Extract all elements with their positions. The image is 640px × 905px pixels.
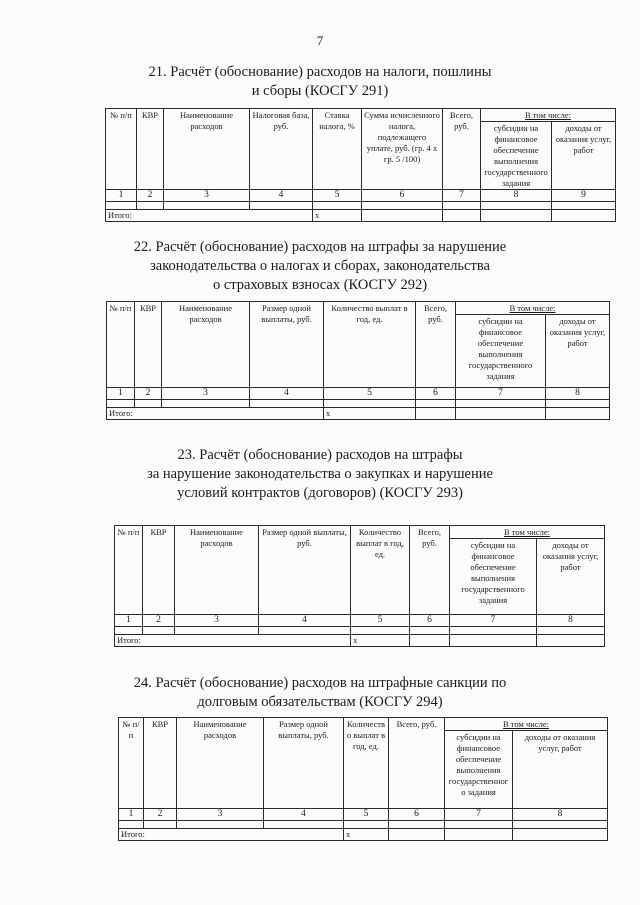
- col-number: 6: [410, 615, 450, 627]
- total-label: Итого:: [115, 635, 351, 647]
- header-income: доходы от оказания услуг, работ: [537, 539, 605, 615]
- col-number: 8: [481, 190, 552, 202]
- title-line: 23. Расчёт (обоснование) расходов на штрафы: [177, 447, 463, 463]
- col-number: 1: [107, 388, 135, 400]
- col-number: 1: [106, 190, 137, 202]
- col-number: 6: [416, 388, 456, 400]
- title-line: и сборы (КОСГУ 291): [251, 83, 389, 99]
- col-number: 2: [144, 809, 177, 821]
- total-row: [115, 635, 605, 647]
- title-line: условий контрактов (договоров) (КОСГУ 293): [177, 485, 463, 501]
- col-number: 4: [250, 388, 324, 400]
- header-num: № п/п: [115, 526, 143, 615]
- col-number: 3: [162, 388, 250, 400]
- header-subsidy: субсидии на финансовое обеспечение выполнения государственного задания: [445, 731, 513, 809]
- table-section-24: [118, 717, 608, 841]
- total-row: [106, 210, 616, 222]
- title-line: 24. Расчёт (обоснование) расходов на штрафные санкции по: [133, 675, 507, 691]
- total-row: [107, 408, 610, 420]
- header-num: № п/п: [107, 302, 135, 388]
- col-number: 3: [175, 615, 259, 627]
- title-line: долговым обязательствам (КОСГУ 294): [197, 694, 443, 710]
- col-number: 7: [450, 615, 537, 627]
- table-section-23: [114, 525, 605, 647]
- title-line: законодательства о налогах и сборах, законодательства: [150, 258, 490, 274]
- col-number: 5: [313, 190, 362, 202]
- header-income: доходы от оказания услуг, работ: [513, 731, 608, 809]
- section-23-title: [0, 446, 640, 503]
- col-number: 7: [443, 190, 481, 202]
- header-subsidy: субсидии на финансовое обеспечение выполнения государственного задания: [450, 539, 537, 615]
- x-mark: х: [344, 829, 389, 841]
- col-number: 8: [546, 388, 610, 400]
- header-name: Наименование расходов: [164, 109, 250, 190]
- col-number: 7: [456, 388, 546, 400]
- header-total: Всего, руб.: [410, 526, 450, 615]
- col-number: 9: [552, 190, 616, 202]
- header-total: Всего, руб.: [443, 109, 481, 190]
- header-income: доходы от оказания услуг, работ: [546, 315, 610, 388]
- table-section-22: [106, 301, 610, 420]
- total-label: Итого:: [119, 829, 344, 841]
- total-label: Итого:: [107, 408, 324, 420]
- col-number: 3: [164, 190, 250, 202]
- col-number: 2: [143, 615, 175, 627]
- total-label: Итого:: [106, 210, 313, 222]
- header-subsidy: субсидии на финансовое обеспечение выполнения государственного задания: [481, 122, 552, 190]
- col-number: 4: [250, 190, 313, 202]
- header-subsidy: субсидии на финансовое обеспечение выполнения государственного задания: [456, 315, 546, 388]
- col-number: 3: [177, 809, 264, 821]
- title-line: 21. Расчёт (обоснование) расходов на налоги, пошлины: [148, 64, 492, 80]
- x-mark: х: [351, 635, 410, 647]
- col-number: 8: [537, 615, 605, 627]
- table-section-21: [105, 108, 616, 222]
- col-number: 8: [513, 809, 608, 821]
- col-number: 6: [362, 190, 443, 202]
- header-num: № п/п: [119, 718, 144, 809]
- col-number: 2: [137, 190, 164, 202]
- header-kvr: КВР: [143, 526, 175, 615]
- header-tax-rate: Ставка налога, %: [313, 109, 362, 190]
- x-mark: х: [324, 408, 416, 420]
- header-kvr: КВР: [144, 718, 177, 809]
- header-kvr: КВР: [135, 302, 162, 388]
- table-row: [119, 821, 608, 829]
- col-number: 4: [259, 615, 351, 627]
- header-income: доходы от оказания услуг, работ: [552, 122, 616, 190]
- header-name: Наименование расходов: [177, 718, 264, 809]
- title-line: о страховых взносах (КОСГУ 292): [212, 277, 428, 293]
- section-21-title: [0, 63, 640, 101]
- header-including: В том числе:: [456, 302, 610, 315]
- header-including: В том числе:: [481, 109, 616, 122]
- header-name: Наименование расходов: [162, 302, 250, 388]
- table-row: [107, 400, 610, 408]
- header-payment-count: Количество выплат в год, ед.: [324, 302, 416, 388]
- header-including: В том числе:: [450, 526, 605, 539]
- col-number: 7: [445, 809, 513, 821]
- section-24-title: [0, 674, 640, 712]
- header-payment-size: Размер одной выплаты, руб.: [259, 526, 351, 615]
- page-number: 7: [316, 33, 324, 48]
- col-number: 1: [119, 809, 144, 821]
- header-total: Всего, руб.: [389, 718, 445, 809]
- header-total: Всего, руб.: [416, 302, 456, 388]
- table-row: [106, 202, 616, 210]
- title-line: 22. Расчёт (обоснование) расходов на штрафы за нарушение: [133, 239, 507, 255]
- col-number: 2: [135, 388, 162, 400]
- header-payment-size: Размер одной выплаты, руб.: [250, 302, 324, 388]
- total-row: [119, 829, 608, 841]
- header-tax-sum: Сумма исчисленного налога, подлежащего уплате, руб. (гр. 4 х гр. 5 /100): [362, 109, 443, 190]
- header-payment-count: Количество выплат в год, ед.: [344, 718, 389, 809]
- header-payment-count: Количество выплат в год, ед.: [351, 526, 410, 615]
- col-number: 5: [344, 809, 389, 821]
- header-num: № п/п: [106, 109, 137, 190]
- section-22-title: [0, 238, 640, 295]
- col-number: 5: [324, 388, 416, 400]
- col-number: 6: [389, 809, 445, 821]
- header-name: Наименование расходов: [175, 526, 259, 615]
- col-number: 4: [264, 809, 344, 821]
- header-tax-base: Налоговая база, руб.: [250, 109, 313, 190]
- table-row: [115, 627, 605, 635]
- header-payment-size: Размер одной выплаты, руб.: [264, 718, 344, 809]
- col-number: 5: [351, 615, 410, 627]
- title-line: за нарушение законодательства о закупках и нарушение: [147, 466, 493, 482]
- header-including: В том числе:: [445, 718, 608, 731]
- header-kvr: КВР: [137, 109, 164, 190]
- x-mark: х: [313, 210, 362, 222]
- col-number: 1: [115, 615, 143, 627]
